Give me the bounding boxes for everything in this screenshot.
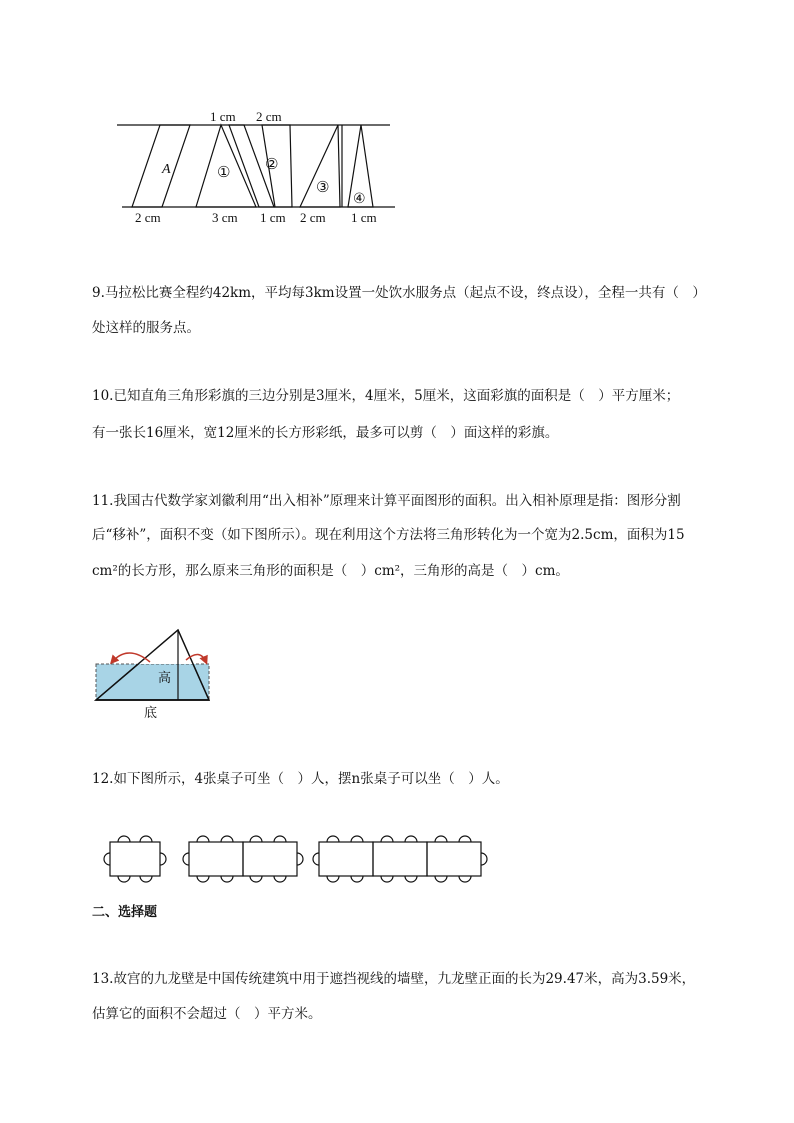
height-label: 高 bbox=[158, 671, 172, 686]
q11-line1: 11.我国古代数学家刘徽利用“出入相补”原理来计算平面图形的面积。出入相补原理是指：图形分割 bbox=[92, 493, 681, 509]
q12-line1: 12.如下图所示，4张桌子可坐（ ）人，摆n张桌子可以坐（ ）人。 bbox=[92, 771, 509, 787]
top-label-1cm: 1 cm bbox=[210, 109, 236, 124]
bottom-label-1: 3 cm bbox=[212, 210, 238, 225]
bottom-label-4: 1 cm bbox=[351, 210, 377, 225]
shape-label-2: ② bbox=[265, 155, 279, 173]
section-title: 二、选择题 bbox=[92, 905, 158, 920]
table-group-2 bbox=[183, 836, 303, 882]
base-label: 底 bbox=[144, 706, 158, 721]
shape-label-1: ① bbox=[217, 163, 231, 181]
q11-line3: cm²的长方形，那么原来三角形的面积是（ ）cm²，三角形的高是（ ）cm。 bbox=[92, 563, 569, 579]
q9-line2: 处这样的服务点。 bbox=[92, 320, 200, 336]
bottom-label-a: 2 cm bbox=[135, 210, 161, 225]
q13-line1: 13.故宫的九龙壁是中国传统建筑中用于遮挡视线的墙壁，九龙壁正面的长为29.47米，高为3.59米， bbox=[92, 971, 696, 987]
tables-figure bbox=[100, 834, 490, 886]
parallelogram-figure bbox=[110, 105, 400, 230]
q11-line2: 后“移补”，面积不变（如下图所示）。现在利用这个方法将三角形转化为一个宽为2.5cm，面积为15 bbox=[92, 527, 685, 543]
blue-rectangle bbox=[96, 664, 209, 700]
triangle-rectangle-figure bbox=[88, 622, 223, 722]
q13-line2: 估算它的面积不会超过（ ）平方米。 bbox=[92, 1006, 322, 1022]
bottom-label-3: 2 cm bbox=[300, 210, 326, 225]
table-group-3 bbox=[313, 836, 487, 882]
shape-label-a: A bbox=[162, 162, 171, 177]
bottom-label-2: 1 cm bbox=[260, 210, 286, 225]
q10-line2: 有一张长16厘米，宽12厘米的长方形彩纸，最多可以剪（ ）面这样的彩旗。 bbox=[92, 425, 559, 441]
q10-line1: 10.已知直角三角形彩旗的三边分别是3厘米，4厘米，5厘米，这面彩旗的面积是（ ）平方厘米； bbox=[92, 388, 680, 404]
shape-label-4: ④ bbox=[353, 191, 366, 207]
shape-label-3: ③ bbox=[316, 178, 330, 196]
q9-line1: 9.马拉松比赛全程约42km，平均每3km设置一处饮水服务点（起点不设，终点设），全程一共有（ ） bbox=[92, 285, 706, 301]
top-label-2cm: 2 cm bbox=[256, 109, 282, 124]
table-group-1 bbox=[104, 836, 166, 882]
